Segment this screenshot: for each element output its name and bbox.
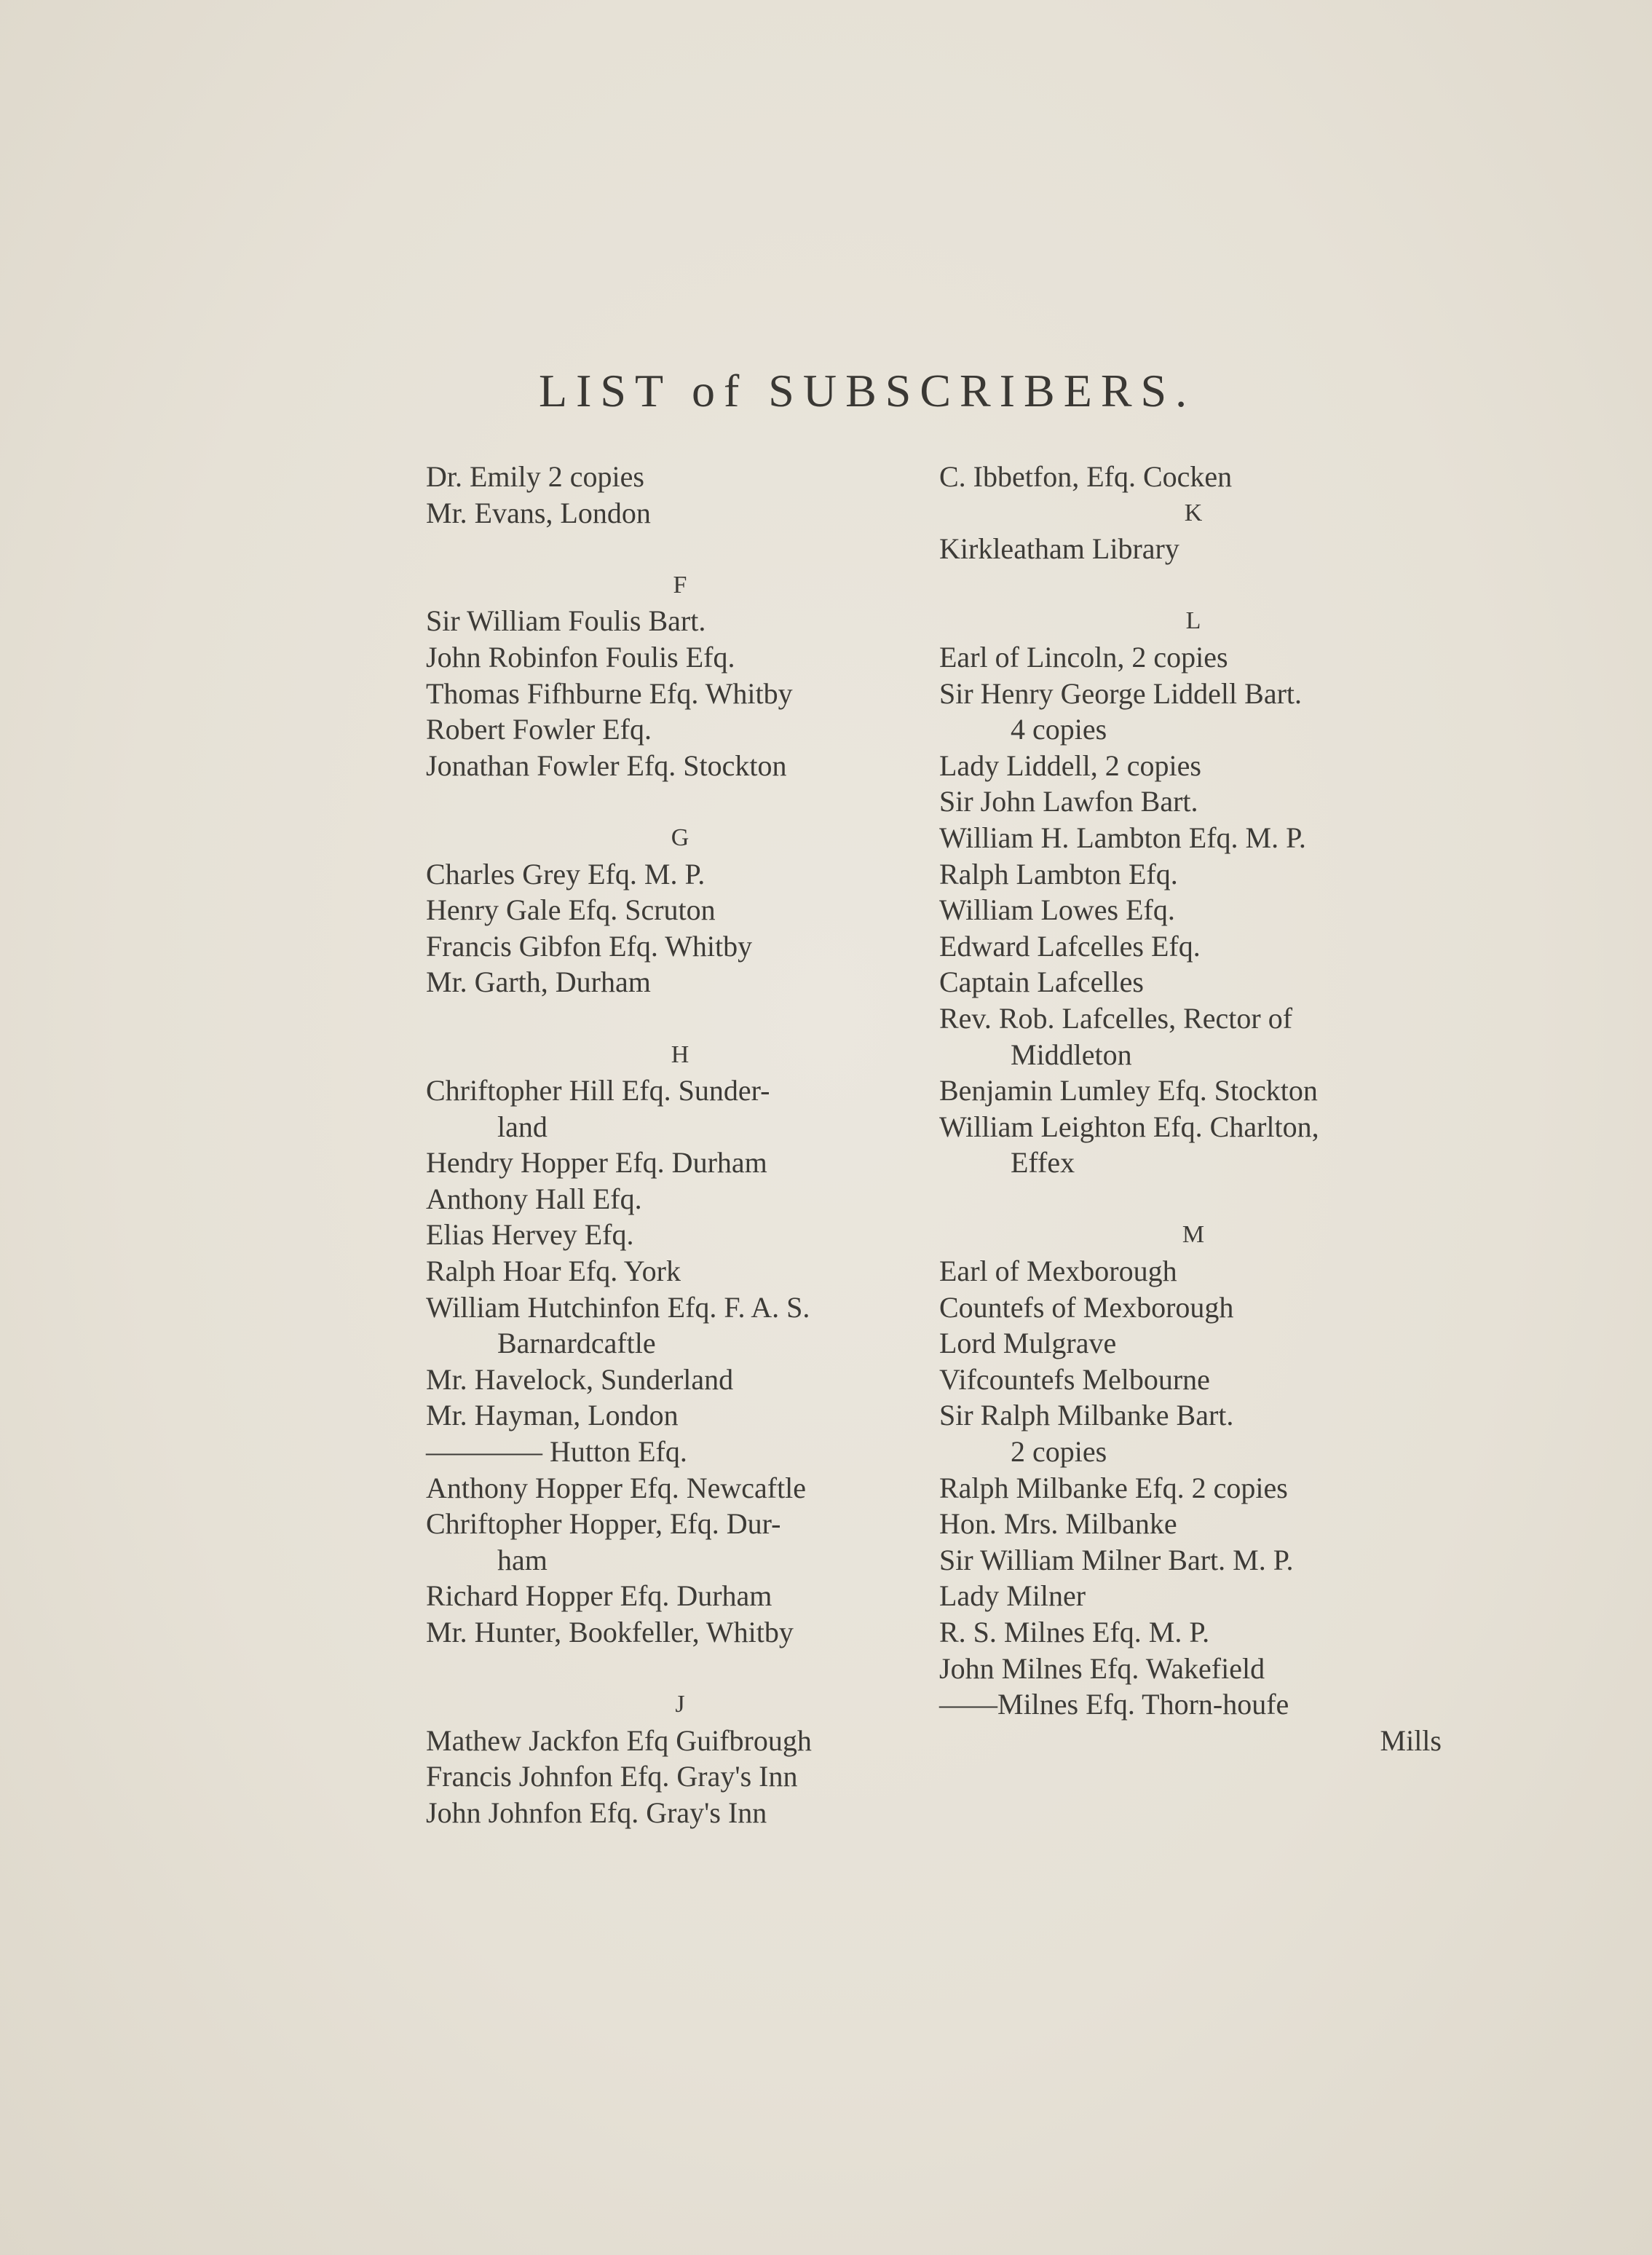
- subscriber-entry-continuation: Middleton: [1011, 1038, 1132, 1071]
- subscriber-entry: Kirkleatham Library: [939, 532, 1179, 566]
- subscriber-entry: Lady Milner: [939, 1579, 1086, 1613]
- subscriber-entry: Captain Lafcelles: [939, 965, 1144, 999]
- subscriber-entry: R. S. Milnes Efq. M. P.: [939, 1616, 1210, 1648]
- subscriber-entry: Countefs of Mexborough: [939, 1290, 1234, 1324]
- section-letter-heading: L: [1185, 607, 1203, 635]
- subscriber-entry: William Lowes Efq.: [939, 893, 1175, 927]
- subscriber-entry: Vifcountefs Melbourne: [939, 1362, 1210, 1396]
- subscriber-entry: Mr. Hunter, Bookfeller, Whitby: [426, 1616, 794, 1648]
- section-gap: [426, 1000, 936, 1037]
- subscriber-entry: Francis Johnfon Efq. Gray's Inn: [426, 1760, 798, 1793]
- subscriber-entry: William H. Lambton Efq. M. P.: [939, 821, 1306, 854]
- subscriber-entry: Mr. Evans, London: [426, 496, 651, 529]
- subscriber-entry: William Hutchinfon Efq. F. A. S.: [426, 1290, 810, 1324]
- subscriber-entry-continuation: 4 copies: [1011, 713, 1107, 746]
- subscriber-entry: Mr. Havelock, Sunderland: [426, 1362, 734, 1396]
- subscriber-entry: Earl of Mexborough: [939, 1255, 1177, 1288]
- subscriber-entry: Ralph Milbanke Efq. 2 copies: [939, 1471, 1288, 1504]
- subscriber-entry: Rev. Rob. Lafcelles, Rector of: [939, 1001, 1293, 1035]
- section-letter-heading: J: [675, 1691, 687, 1718]
- subscriber-entry: Mathew Jackfon Efq Guifbrough: [426, 1723, 812, 1757]
- subscriber-entry-continuation: Mills: [1380, 1723, 1442, 1757]
- subscriber-entry: Edward Lafcelles Efq.: [939, 929, 1201, 963]
- subscriber-entry: Chriftopher Hopper, Efq. Dur-: [426, 1507, 781, 1541]
- subscriber-entry: Dr. Emily 2 copies: [426, 460, 644, 493]
- subscriber-entry: Lady Liddell, 2 copies: [939, 749, 1201, 782]
- subscriber-entry: Henry Gale Efq. Scruton: [426, 893, 716, 927]
- subscriber-entry: ———— Hutton Efq.: [426, 1435, 687, 1469]
- section-letter-heading: K: [1184, 499, 1204, 526]
- subscriber-entry: Lord Mulgrave: [939, 1327, 1117, 1360]
- subscriber-entry: Chriftopher Hill Efq. Sunder-: [426, 1074, 770, 1107]
- subscriber-entry: Earl of Lincoln, 2 copies: [939, 640, 1228, 674]
- section-letter-heading: G: [671, 824, 691, 851]
- subscriber-entry-continuation: Barnardcaftle: [497, 1327, 656, 1360]
- subscriber-entry: Anthony Hall Efq.: [426, 1182, 642, 1215]
- subscriber-entry: Hon. Mrs. Milbanke: [939, 1507, 1177, 1541]
- subscriber-entry: Robert Fowler Efq.: [426, 713, 652, 746]
- subscriber-entry: Thomas Fifhburne Efq. Whitby: [426, 676, 793, 710]
- section-gap: [939, 567, 1449, 604]
- section-gap: [426, 783, 936, 820]
- section-letter-heading: F: [673, 571, 689, 599]
- section-gap: [939, 1181, 1449, 1217]
- subscriber-entry: Ralph Hoar Efq. York: [426, 1255, 681, 1288]
- subscriber-entry: Benjamin Lumley Efq. Stockton: [939, 1074, 1318, 1107]
- subscriber-entry: John Robinfon Foulis Efq.: [426, 640, 735, 674]
- subscriber-entry: Sir William Foulis Bart.: [426, 604, 706, 638]
- subscriber-entry: Richard Hopper Efq. Durham: [426, 1579, 772, 1613]
- subscriber-entry: Charles Grey Efq. M. P.: [426, 857, 706, 890]
- subscriber-entry: Francis Gibfon Efq. Whitby: [426, 929, 753, 963]
- section-gap: [426, 1651, 936, 1687]
- subscriber-entry: ——Milnes Efq. Thorn-houfe: [939, 1688, 1289, 1721]
- subscriber-entry: Anthony Hopper Efq. Newcaftle: [426, 1471, 807, 1504]
- subscriber-entry: Sir John Lawfon Bart.: [939, 785, 1198, 818]
- subscriber-entry-continuation: 2 copies: [1011, 1435, 1107, 1469]
- subscriber-column-right: [939, 459, 1449, 1758]
- subscriber-entry-continuation: land: [497, 1110, 548, 1143]
- page-title: LIST of SUBSCRIBERS.: [539, 365, 1196, 416]
- subscriber-entry: Elias Hervey Efq.: [426, 1218, 634, 1252]
- subscriber-entry: Sir Henry George Liddell Bart.: [939, 676, 1303, 710]
- subscriber-entry: John Johnfon Efq. Gray's Inn: [426, 1796, 767, 1829]
- subscriber-entry: Sir William Milner Bart. M. P.: [939, 1543, 1294, 1576]
- section-letter-heading: H: [671, 1040, 691, 1068]
- subscriber-entry-continuation: ham: [497, 1543, 548, 1576]
- subscriber-entry: John Milnes Efq. Wakefield: [939, 1651, 1265, 1685]
- subscriber-entry: Sir Ralph Milbanke Bart.: [939, 1399, 1234, 1432]
- section-letter-heading: M: [1182, 1221, 1206, 1249]
- subscriber-entry: Hendry Hopper Efq. Durham: [426, 1146, 767, 1180]
- subscriber-entry-continuation: Effex: [1011, 1146, 1075, 1180]
- subscriber-entry: C. Ibbetfon, Efq. Cocken: [939, 460, 1233, 493]
- subscriber-entry: William Leighton Efq. Charlton,: [939, 1110, 1319, 1143]
- section-gap: [426, 531, 936, 567]
- subscriber-entry: Jonathan Fowler Efq. Stockton: [426, 749, 787, 782]
- subscriber-entry: Mr. Hayman, London: [426, 1399, 679, 1432]
- subscriber-column-left: [426, 459, 936, 1831]
- subscriber-entry: Mr. Garth, Durham: [426, 965, 651, 999]
- subscriber-entry: Ralph Lambton Efq.: [939, 857, 1178, 890]
